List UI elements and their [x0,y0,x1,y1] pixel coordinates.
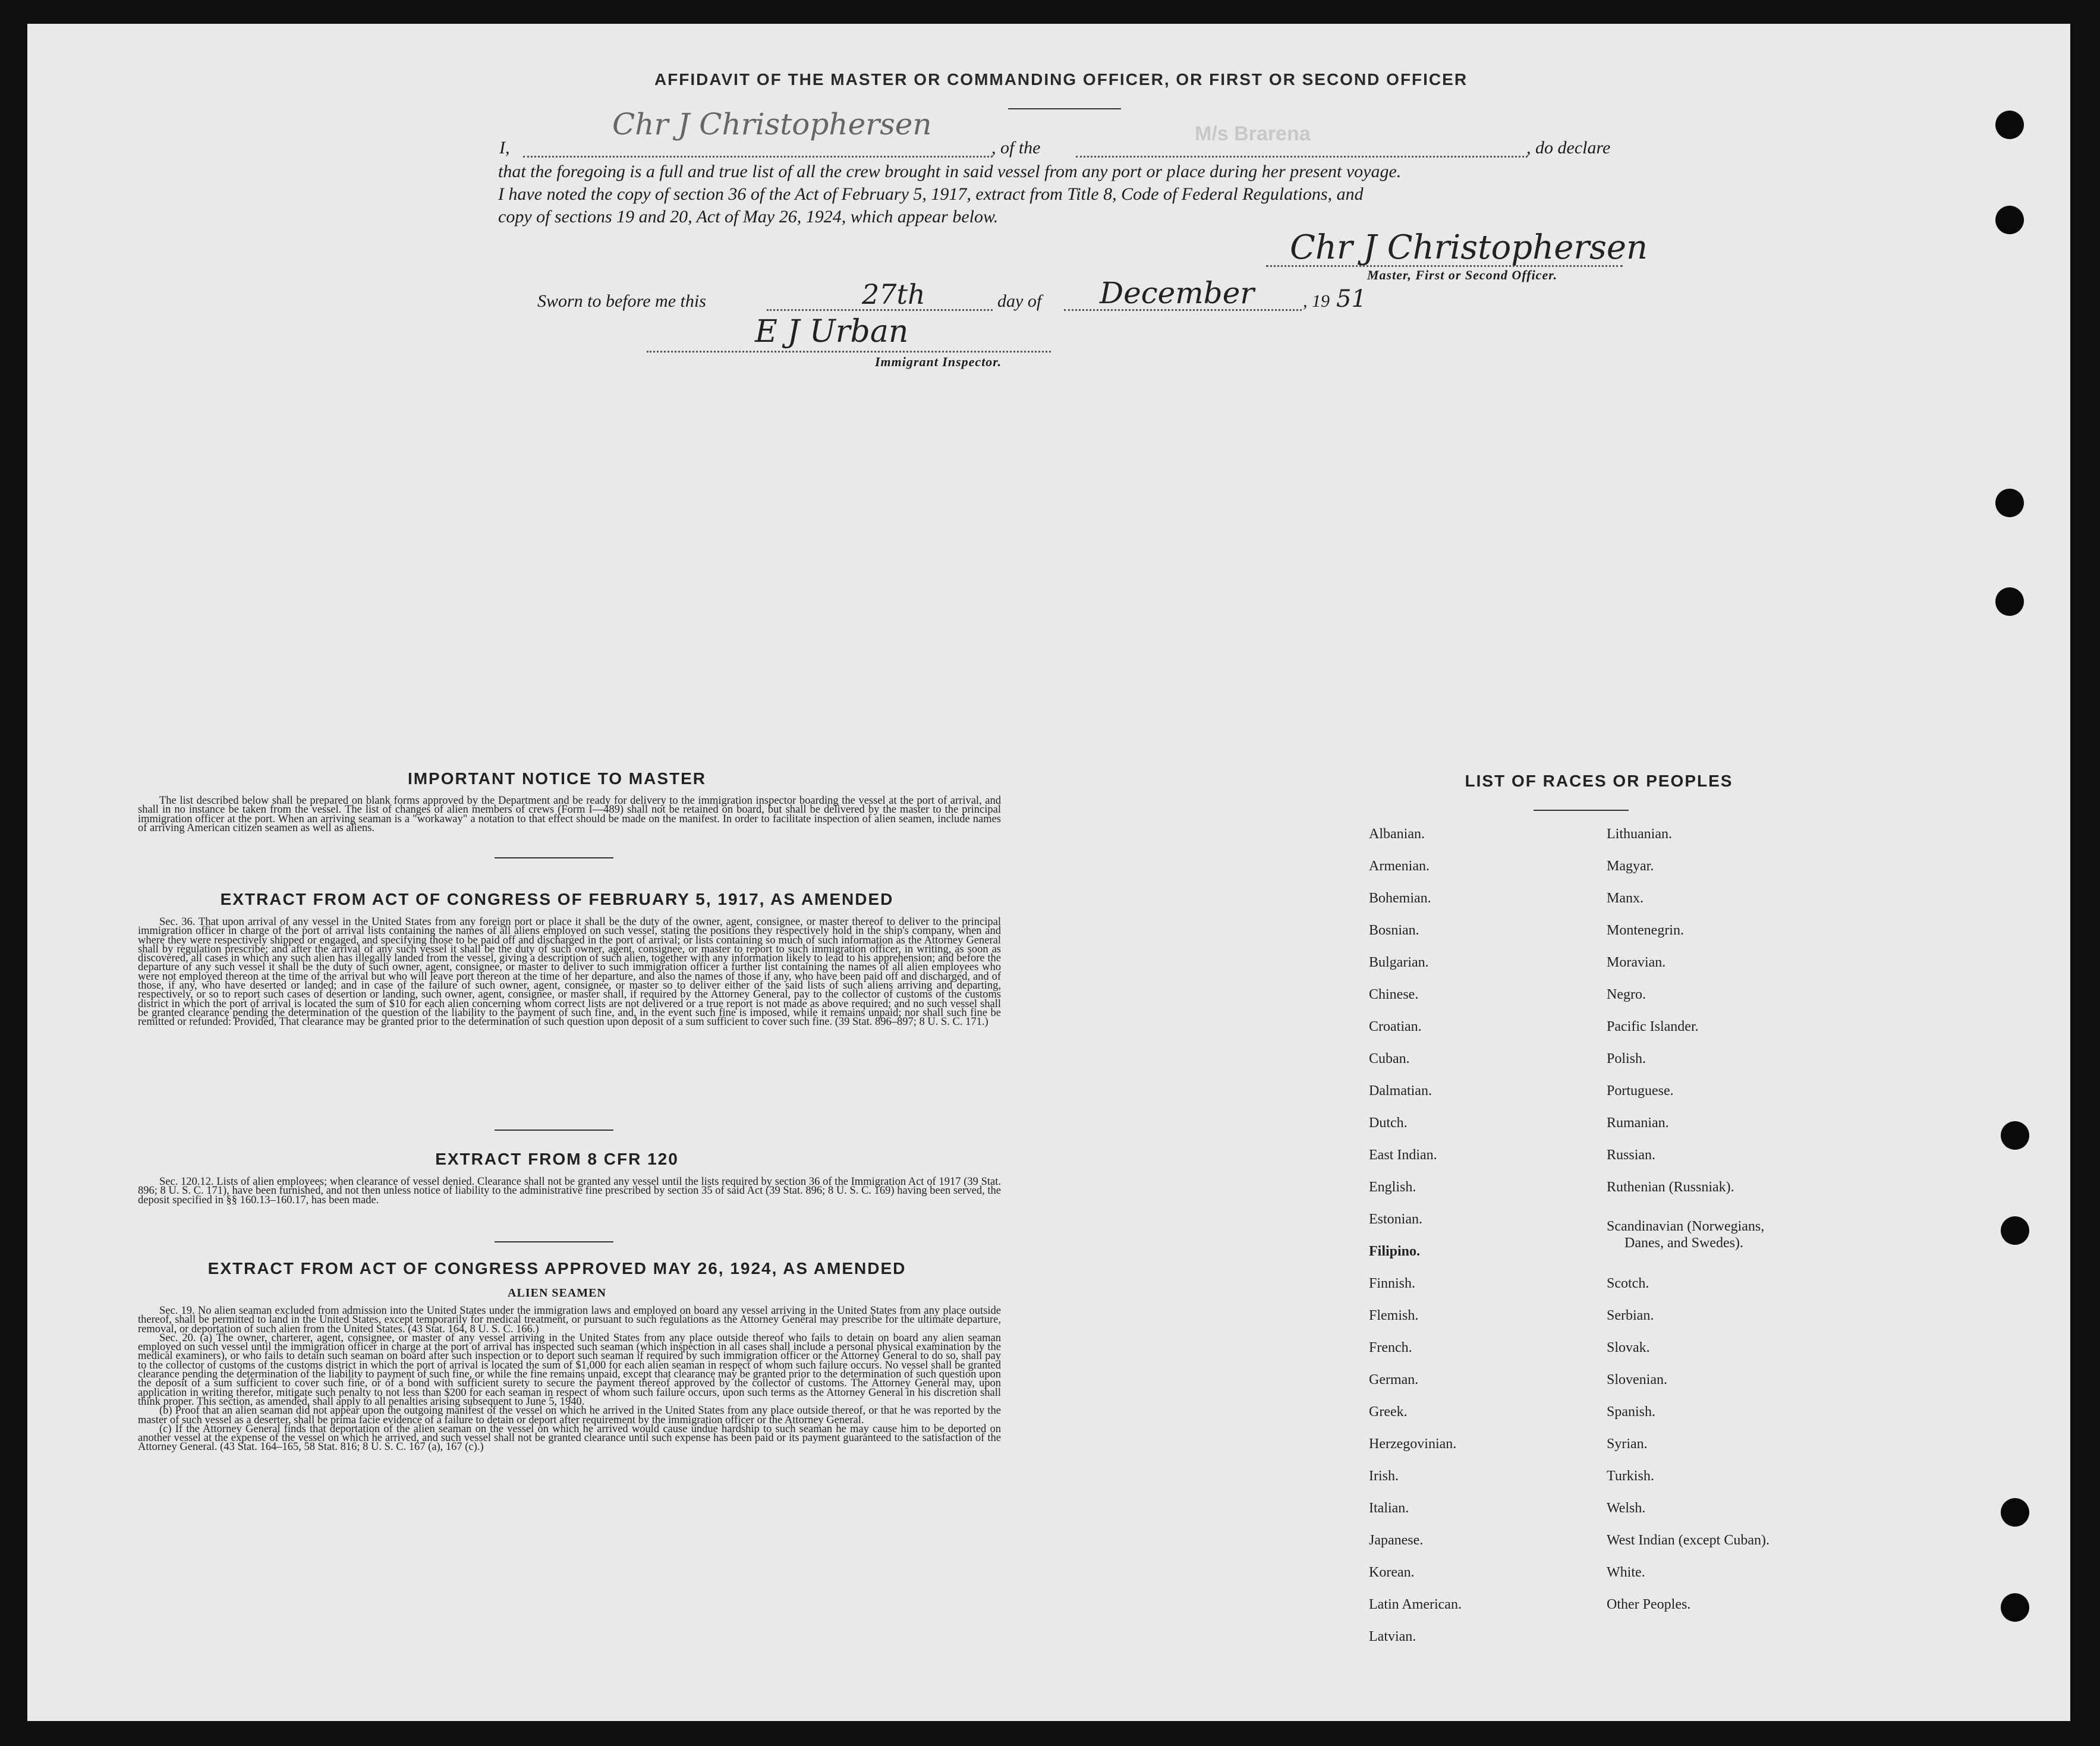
race-left-2: Bohemian. [1369,891,1431,906]
vessel-field-line [1076,156,1528,158]
race-right-9: Rumanian. [1607,1115,1669,1131]
extract-1917-divider [495,1130,613,1131]
affidavit-line-2: that the foregoing is a full and true list of all the crew brought in said vessel from any port or place during her present voyage. [498,162,1402,181]
extract-1924-body [138,1307,1001,1452]
punch-hole [2001,1498,2029,1527]
punch-hole [1995,587,2024,616]
extract-1924-title: EXTRACT FROM ACT OF CONGRESS APPROVED MAY 26, 1924, AS AMENDED [207,1259,906,1278]
race-left-0: Albanian. [1369,826,1425,842]
inspector-signature-line [647,351,1051,353]
race-right-6: Pacific Islander. [1607,1019,1699,1034]
cfr-text: Sec. 120.12. Lists of alien employees; when clearance of vessel denied. Clearance shall not be granted any vessel until the lists required by section 36 of the Immigration Act of 1917 (39 Stat. 896; 8 U. S. C. 171), have been furnished, and not then unless notice of liability to the administrative fine prescribed by section 35 of said Act (39 Stat. 896; 8 U. S. C. 169) having been served, the deposit specified in §§ 160.13–160.17, has been made. [138,1176,1001,1206]
race-left-19: Herzegovinian. [1369,1436,1457,1452]
sec-20a-text: Sec. 20. (a) The owner, charterer, agent, consignee, or master of any vessel arriving in the United States from any place outside thereof who fails to detain on board any alien seaman employed on such vessel until the immigration officer in charge at the port of arrival has inspected such seaman (which inspection in all cases shall include a personal physical examination by the medical examiners), or who fails to detain such seaman on board after such inspection or to deport such seaman if required by such immigration officer or the Attorney General to do so, shall pay to the collector of customs of the customs district in which the port of arrival is located the sum of $1,000 for each alien seaman in respect of whom such failure occurs. No vessel shall be granted clearance pending the determination of the liability to payment of such fine, or while the fine remains unpaid, except that clearance may be granted prior to the determination of such question upon the deposit of a sum sufficient to cover such fine, or of a bond with sufficient surety to secure the payment thereof approved by the collector of customs. The Attorney General may, upon application in writing therefor, mitigate such penalty to not less than $200 for each seaman in respect of whom such failure occurs, upon such terms as the Attorney General in his discretion shall think proper. This section, as amended, shall apply to all penalties arising subsequent to June 5, 1940. [138,1332,1001,1408]
alien-seamen-subtitle: ALIEN SEAMEN [508,1286,606,1300]
master-name-handwritten: Chr J Christophersen [612,107,932,141]
affidavit-line-3: I have noted the copy of section 36 of the Act of February 5, 1917, extract from Title 8, Code of Federal Regulations, and [498,184,1364,204]
notice-title: IMPORTANT NOTICE TO MASTER [407,769,707,788]
race-right-23: White. [1607,1565,1645,1580]
race-right-5: Negro. [1607,987,1646,1002]
master-signature-caption: Master, First or Second Officer. [1367,268,1558,282]
races-title: LIST OF RACES OR PEOPLES [1465,772,1733,790]
race-left-7: Cuban. [1369,1051,1410,1067]
race-left-21: Italian. [1369,1500,1409,1516]
sworn-year: 51 [1336,285,1367,313]
race-left-11: English. [1369,1179,1416,1195]
race-left-25: Latvian. [1369,1629,1416,1644]
race-right-17: Slovenian. [1607,1372,1667,1388]
race-left-4: Bulgarian. [1369,955,1429,970]
punch-hole [1995,206,2024,234]
punch-hole [2001,1121,2029,1150]
vessel-name-stamp: M/s Brarena [1195,122,1311,145]
inspector-caption: Immigrant Inspector. [875,354,1002,369]
sworn-label: Sworn to before me this [537,291,706,311]
race-right-3: Montenegrin. [1607,923,1684,938]
race-right-21: Welsh. [1607,1500,1646,1516]
race-right-20: Turkish. [1607,1468,1654,1484]
race-left-1: Armenian. [1369,858,1430,874]
extract-1917-title: EXTRACT FROM ACT OF CONGRESS OF FEBRUARY 5, 1917, AS AMENDED [220,890,894,908]
race-right-8: Portuguese. [1607,1083,1674,1099]
race-left-12: Estonian. [1369,1212,1422,1227]
race-left-8: Dalmatian. [1369,1083,1432,1099]
i-label: I, [499,138,510,158]
signature-line [1266,265,1623,267]
notice-divider [495,857,613,858]
race-left-6: Croatian. [1369,1019,1422,1034]
race-left-3: Bosnian. [1369,923,1419,938]
race-left-16: French. [1369,1340,1412,1355]
cfr-divider [495,1241,613,1242]
race-right-24: Other Peoples. [1607,1597,1691,1612]
race-left-18: Greek. [1369,1404,1408,1420]
race-left-14: Finnish. [1369,1276,1416,1291]
races-divider [1534,810,1629,811]
race-left-13: Filipino. [1369,1244,1421,1259]
document-page [27,24,2070,1721]
race-right-16: Slovak. [1607,1340,1650,1355]
inspector-signature: E J Urban [755,314,909,350]
race-left-22: Japanese. [1369,1533,1424,1548]
affidavit-line-4: copy of sections 19 and 20, Act of May 26, 1924, which appear below. [498,207,999,226]
race-right-2: Manx. [1607,891,1644,906]
race-left-17: German. [1369,1372,1419,1388]
punch-hole [1995,489,2024,517]
sec-20b-text: (b) Proof that an alien seaman did not appear upon the outgoing manifest of the vessel on which he arrived in the United States from any place outside thereof, or that he was reported by the master of such vessel as a deserter, shall be prima facie evidence of a failure to detain or deport after requirement by the immigration officer or the Attorney General. [138,1405,1001,1426]
race-left-24: Latin American. [1369,1597,1462,1612]
punch-hole [2001,1593,2029,1622]
of-the-label: , of the [991,138,1041,158]
race-right-1: Magyar. [1607,858,1654,874]
race-right-13: Danes, and Swedes). [1624,1235,1743,1251]
year-prefix: , 19 [1303,291,1330,311]
punch-hole [2001,1216,2029,1245]
extract-1917-text: Sec. 36. That upon arrival of any vessel in the United States from any foreign port or place it shall be the duty of the owner, agent, consignee, or master thereof to deliver to the principal immigration officer in charge of the port of arrival lists containing the names of all aliens employed on such vessel, stating the positions they respectively hold in the ship's company, when and where they were respectively shipped or engaged, and specifying those to be paid off and discharged in the port of arrival; or lists containing so much of such information as the Attorney General shall by regulation prescribe; and after the arrival of any such vessel it shall be the duty of such owner, agent, consignee, or master to report to such immigration officer, in writing, as soon as discovered, all cases in which any such alien has illegally landed from the vessel, giving a description of such alien, together with any information likely to lead to his apprehension; and before the departure of any such vessel it shall be the duty of such owner, agent, consignee, or master to deliver to such immigration officer a further list containing the names of all alien employees who were not employed thereon at the time of the arrival but who will leave port thereon at the time of her departure, and also the names of those if any, who have been paid off and discharged, and of those, if any, who have deserted or landed; and in case of the failure of such owner, agent, consignee, or master so to deliver either of the said lists of such aliens arriving and departing, respectively, or so to report such cases of desertion or landing, such owner, agent, consignee, or master shall, if required by the Attorney General, pay to the collector of customs of the customs district in which the port of arrival is located the sum of $10 for each alien concerning whom correct lists are not delivered or a true report is not made as above required; and no such vessel shall be granted clearance pending the determination of the question of the liability to the payment of such fine, and, in the event such fine is imposed, while it remains unpaid; nor shall such fine be remitted or refunded: Provided, That clearance may be granted prior to the determination of such question upon deposit of a sum sufficient to cover such fine. (39 Stat. 896–897; 8 U. S. C. 171.) [138,916,1001,1028]
day-of-label: day of [997,291,1042,311]
race-left-15: Flemish. [1369,1308,1419,1323]
title-divider [1008,108,1121,109]
affidavit-title: AFFIDAVIT OF THE MASTER OR COMMANDING OFFICER, OR FIRST OR SECOND OFFICER [654,70,1468,89]
do-declare-label: , do declare [1526,138,1611,158]
race-left-10: East Indian. [1369,1147,1437,1163]
sworn-month: December [1100,276,1255,310]
race-right-11: Ruthenian (Russniak). [1607,1179,1734,1195]
sec-20c-text: (c) If the Attorney General finds that deportation of the alien seaman on the vessel on which he arrived would cause undue hardship to such seaman he may cause him to be deported on another vessel at the expense of the vessel on which he arrived, and such vessel shall not be granted clearance until such expense has been paid or its payment guaranteed to the satisfaction of the Attorney General. (43 Stat. 164–165, 58 Stat. 816; 8 U. S. C. 167 (a), 167 (c).) [138,1423,1001,1454]
master-signature: Chr J Christophersen [1290,228,1648,267]
cfr-title: EXTRACT FROM 8 CFR 120 [435,1150,679,1168]
notice-text: The list described below shall be prepared on blank forms approved by the Department and be ready for delivery to the immigration inspector boarding the vessel at the port of arrival, and shall in no instance be taken from the vessel. The list of changes of alien members of crews (Form I—489) shall not be retained on board, but shall be delivered by the master to the principal immigration officer at the port. When an arriving seaman is a "workaway" a notation to that effect should be made on the manifest. In order to facilitate inspection of alien seamen, include names of arriving American citizen seamen as well as aliens. [138,795,1001,834]
race-right-19: Syrian. [1607,1436,1648,1452]
race-left-9: Dutch. [1369,1115,1408,1131]
race-right-18: Spanish. [1607,1404,1656,1420]
race-right-15: Serbian. [1607,1308,1654,1323]
race-right-22: West Indian (except Cuban). [1607,1533,1770,1548]
race-left-23: Korean. [1369,1565,1415,1580]
name-field-line [523,156,993,158]
sworn-day: 27th [862,278,925,310]
sec-19-text: Sec. 19. No alien seaman excluded from admission into the United States under the immigration laws and employed on board any vessel arriving in the United States from any place outside thereof, shall be permitted to land in the United States, except temporarily for medical treatment, or pursuant to such regulations as the Attorney General may prescribe for the ultimate departure, removal, or deportation of such alien from the United States. (43 Stat. 164, 8 U. S. C. 166.) [138,1305,1001,1335]
race-right-4: Moravian. [1607,955,1666,970]
race-right-10: Russian. [1607,1147,1656,1163]
race-left-5: Chinese. [1369,987,1419,1002]
punch-hole [1995,111,2024,139]
race-right-7: Polish. [1607,1051,1646,1067]
race-right-0: Lithuanian. [1607,826,1672,842]
race-left-20: Irish. [1369,1468,1399,1484]
race-right-12: Scandinavian (Norwegians, [1607,1219,1765,1234]
race-right-14: Scotch. [1607,1276,1649,1291]
